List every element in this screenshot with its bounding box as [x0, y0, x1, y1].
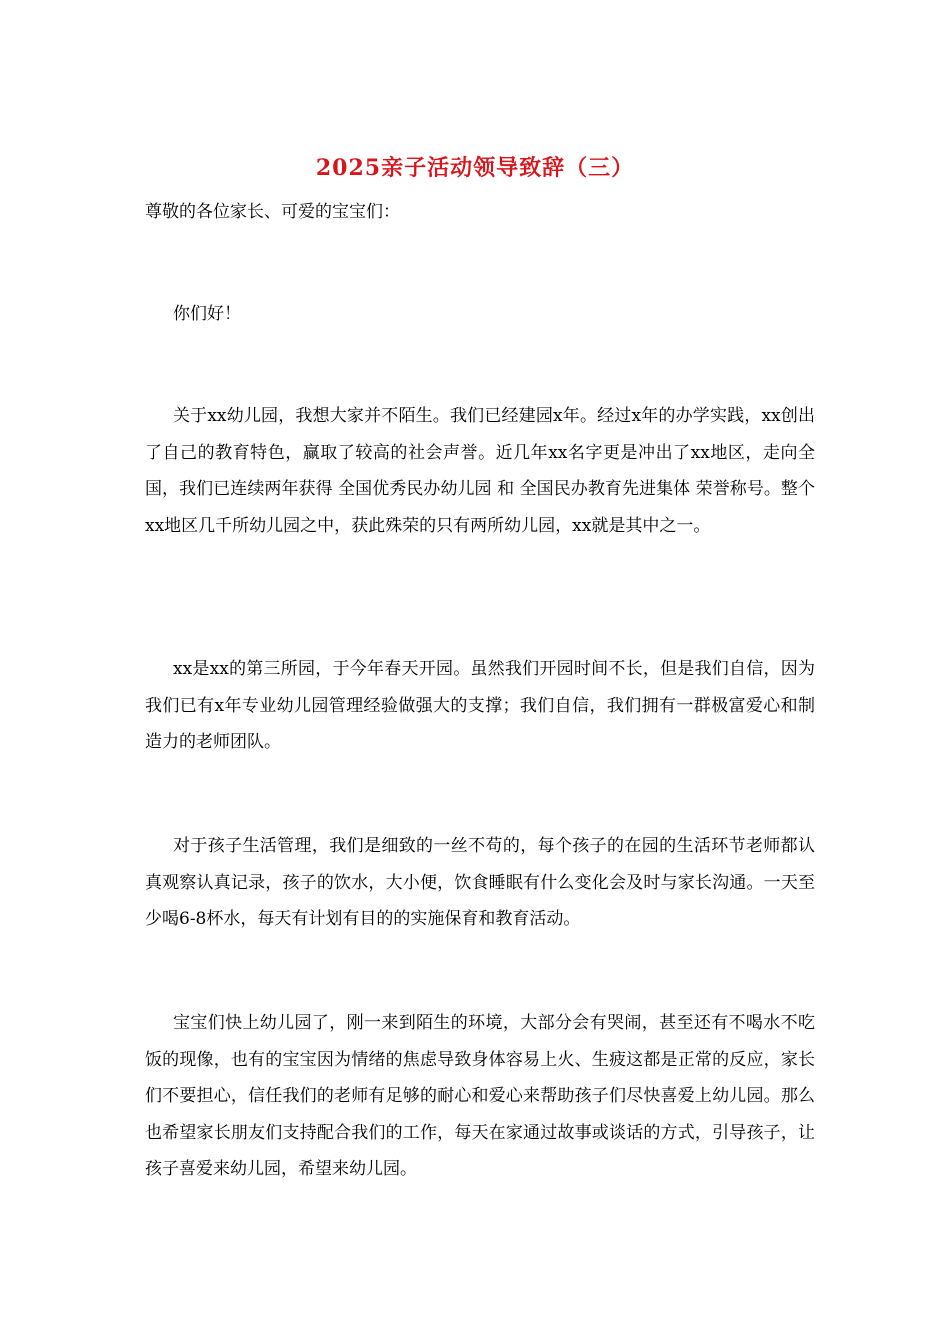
body-paragraph-4: 宝宝们快上幼儿园了，刚一来到陌生的环境，大部分会有哭闹，甚至还有不喝水不吃饭的现像，也有的宝宝因为情绪的焦虑导致身体容易上火、生疲这都是正常的反应，家长们不要担心，信任我们的老师有足够的耐心和爱心来帮助孩子们尽快喜爱上幼儿园。那么也希望家长朋友们支持配合我们的工作，每天在家通过故事或谈话的方式，引导孩子，让孩子喜爱来幼儿园，希望来幼儿园。: [145, 1013, 815, 1179]
greeting-paragraph: 你们好！: [173, 304, 241, 324]
document-title: 2025亲子活动领导致辞（三）: [315, 155, 635, 181]
body-paragraph-2: xx是xx的第三所园，于今年春天开园。虽然我们开园时间不长，但是我们自信，因为我们已有x年专业幼儿园管理经验做强大的支撑；我们自信，我们拥有一群极富爱心和制造力的老师团队。: [145, 659, 815, 752]
body-paragraph-1: 关于xx幼儿园，我想大家并不陌生。我们已经建园x年。经过x年的办学实践，xx创出了自己的教育特色，赢取了较高的社会声誉。近几年xx名字更是冲出了xx地区，走向全国，我们已连续两年获得 全国优秀民办幼儿园 和 全国民办教育先进集体 荣誉称号。整个xx地区几千所幼儿园之中，获此殊荣的只有两所幼儿园，xx就是其中之一。: [145, 406, 815, 536]
body-paragraph-3: 对于孩子生活管理，我们是细致的一丝不苟的，每个孩子的在园的生活环节老师都认真观察认真记录，孩子的饮水，大小便，饮食睡眠有什么变化会及时与家长沟通。一天至少喝6-8杯水，每天有计划有目的的实施保育和教育活动。: [145, 836, 815, 929]
salutation: 尊敬的各位家长、可爱的宝宝们：: [145, 202, 400, 222]
